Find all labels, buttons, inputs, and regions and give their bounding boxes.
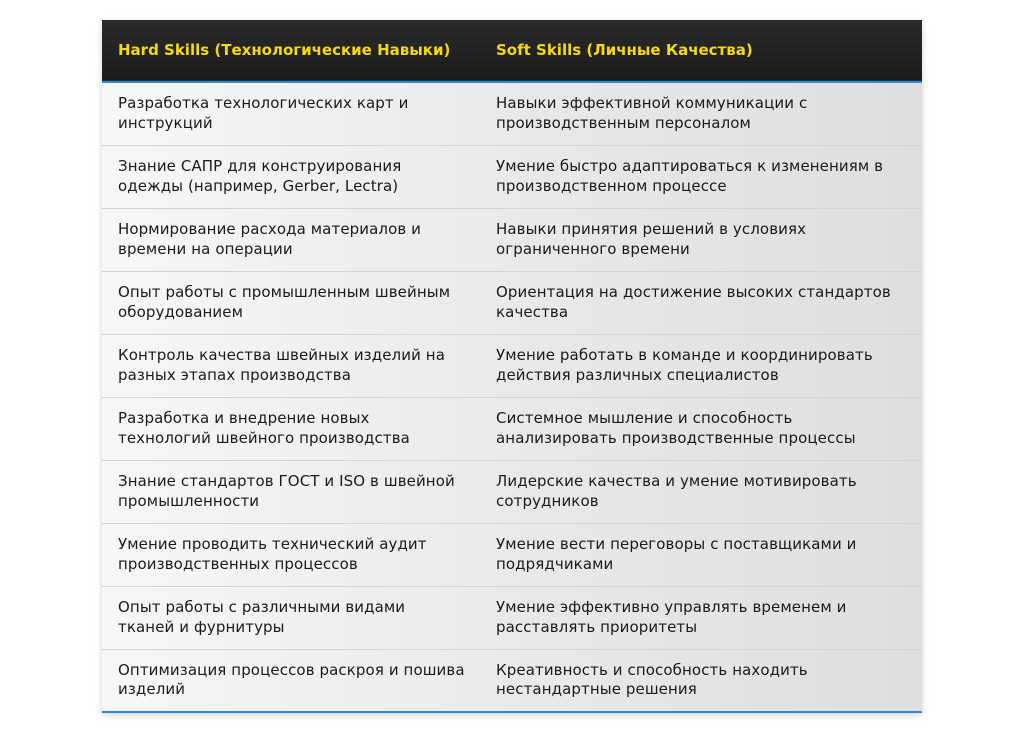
table-body [102, 82, 922, 712]
header-row [102, 20, 922, 82]
table-row [102, 649, 922, 712]
soft-skill-cell: Навыки эффективной коммуникации с производственным персоналом [496, 94, 808, 132]
soft-skill-cell: Системное мышление и способность анализировать производственные процессы [496, 409, 856, 447]
skills-table [102, 20, 922, 713]
table-row [102, 271, 922, 334]
hard-skill-cell: Опыт работы с различными видами тканей и фурнитуры [118, 598, 406, 636]
hard-skill-cell: Опыт работы с промышленным швейным оборудованием [118, 283, 451, 321]
hard-skill-cell: Умение проводить технический аудит производственных процессов [118, 535, 427, 573]
skills-table-container [102, 20, 922, 713]
soft-skill-cell: Навыки принятия решений в условиях ограниченного времени [496, 220, 807, 258]
table-row [102, 208, 922, 271]
soft-skill-cell: Умение эффективно управлять временем и расставлять приоритеты [496, 598, 847, 636]
hard-skill-cell: Знание стандартов ГОСТ и ISO в швейной промышленности [118, 472, 455, 510]
table-row [102, 586, 922, 649]
soft-skill-cell: Умение быстро адаптироваться к изменениям в производственном процессе [496, 157, 884, 195]
hard-skill-cell: Разработка и внедрение новых технологий швейного производства [118, 409, 410, 447]
table-row [102, 334, 922, 397]
soft-skill-cell: Умение вести переговоры с поставщиками и подрядчиками [496, 535, 857, 573]
soft-skill-cell: Креативность и способность находить нестандартные решения [496, 660, 808, 699]
soft-skill-cell: Лидерские качества и умение мотивировать сотрудников [496, 472, 857, 510]
table-row [102, 82, 922, 145]
hard-skill-cell: Разработка технологических карт и инструкций [118, 94, 409, 132]
soft-skill-cell: Умение работать в команде и координировать действия различных специалистов [496, 346, 873, 384]
hard-skill-cell: Контроль качества швейных изделий на разных этапах производства [118, 346, 446, 384]
table-row [102, 145, 922, 208]
header-hard-skills: Hard Skills (Технологические Навыки) [118, 41, 451, 59]
table-header [102, 20, 922, 82]
table-row [102, 397, 922, 460]
hard-skill-cell: Оптимизация процессов раскроя и пошива изделий [118, 660, 465, 699]
soft-skill-cell: Ориентация на достижение высоких стандартов качества [496, 283, 891, 321]
hard-skill-cell: Нормирование расхода материалов и времени на операции [118, 220, 422, 258]
table-row [102, 460, 922, 523]
table-row [102, 523, 922, 586]
hard-skill-cell: Знание САПР для конструирования одежды (например, Gerber, Lectra) [118, 157, 402, 195]
header-soft-skills: Soft Skills (Личные Качества) [496, 41, 753, 59]
